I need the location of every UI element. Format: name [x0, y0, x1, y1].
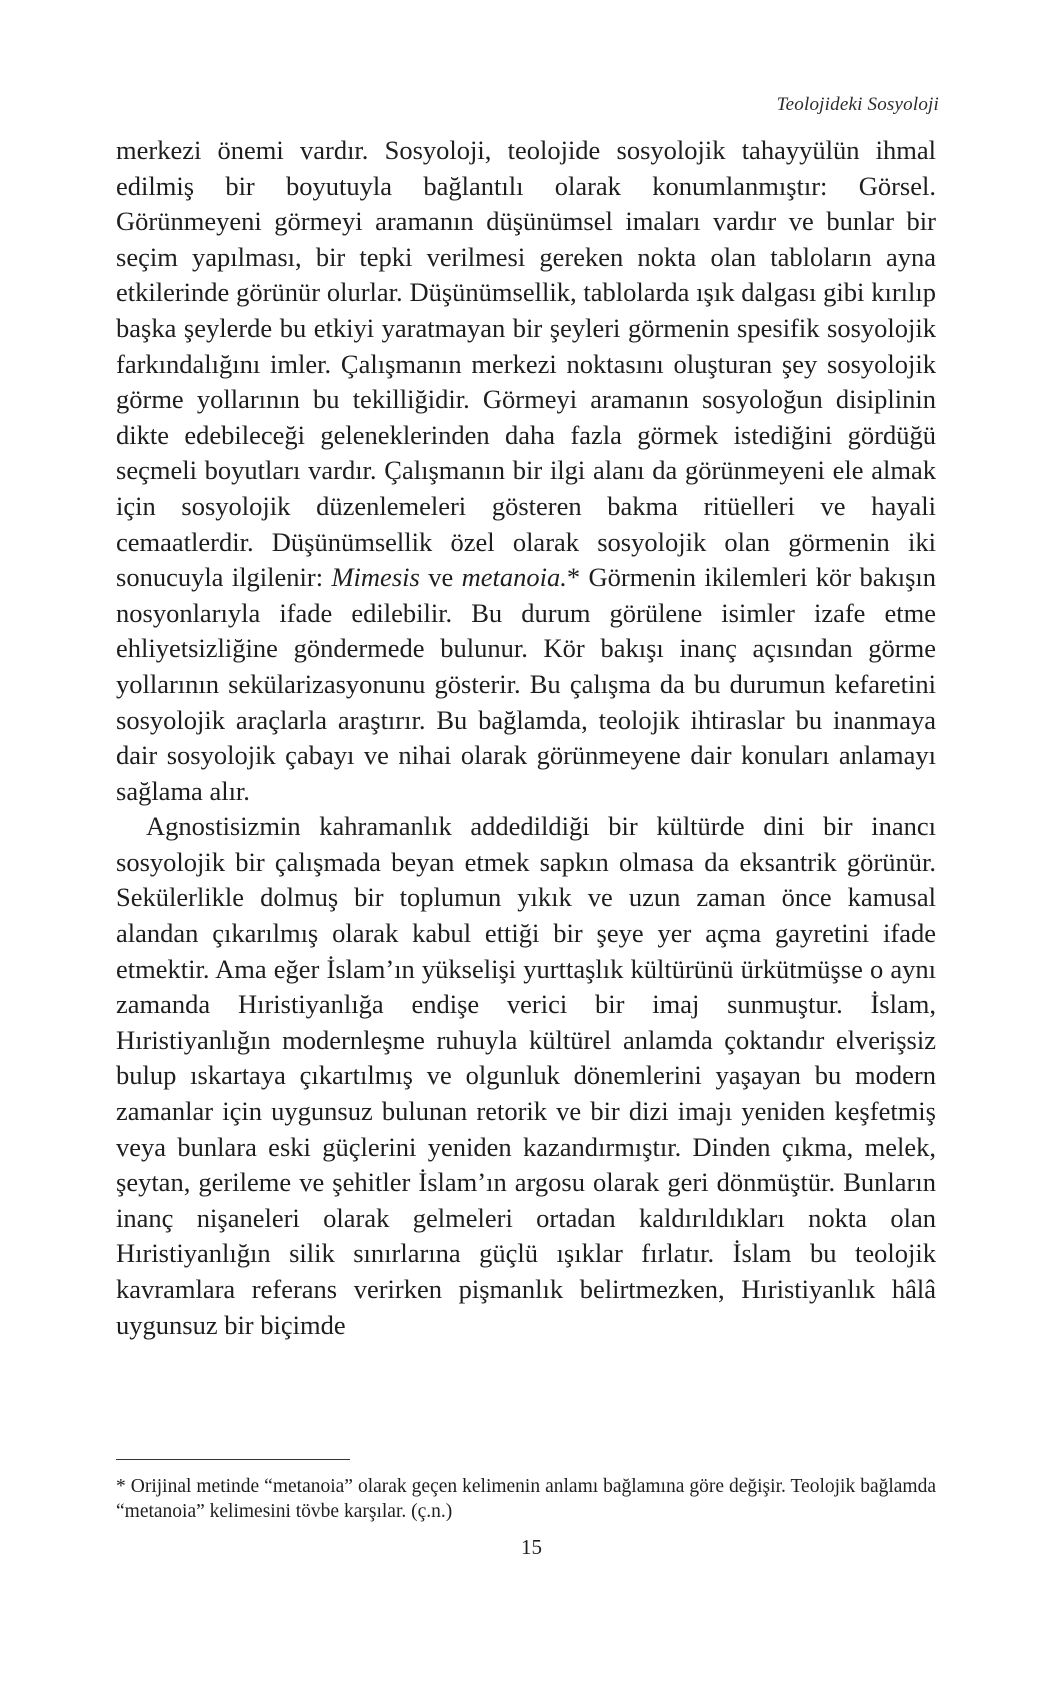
page-number: 15 [521, 1535, 542, 1559]
running-header-title: Teolojideki Sosyoloji [776, 94, 939, 115]
term-mimesis: Mimesis [331, 562, 420, 593]
paragraph-1-text-c: * Görmenin ikilemleri kör bakışın nosyonlarıyla ifade edilebilir. Bu durum görülene isimler izafe etme ehliyetsizliğine göndermede bulunur. Kör bakışı inanç açısından görme yollarının sekülarizasyonunu gösterir. Bu çalışma da bu durumun kefaretini sosyolojik araçlarla araştırır. Bu bağlamda, teolojik ihtiraslar bu inanmaya dair sosyolojik çabayı ve nihai olarak görünmeyene dair konuları anlamayı sağlama alır. [116, 562, 936, 806]
footnote [116, 1474, 936, 1524]
body-paragraph-2: Agnostisizmin kahramanlık addedildiği bir kültürde dini bir inancı sosyolojik bir çalışmada beyan etmek sapkın olmasa da eksantrik görünür. Sekülerlikle dolmuş bir toplumun yıkık ve uzun zaman önce kamusal alandan çıkarılmış olarak kabul ettiği bir şeye yer açma gayretini ifade etmektir. Ama eğer İslam’ın yükselişi yurttaşlık kültürünü ürkütmüşse o aynı zamanda Hıristiyanlığa endişe verici bir imaj sunmuştur. İslam, Hıristiyanlığın modernleşme ruhuyla kültürel anlamda çoktandır elverişsiz bulup ıskartaya çıkartılmış ve olgunluk dönemlerini yaşayan bu modern zamanlar için uygunsuz bulunan retorik ve bir dizi imajı yeniden keşfetmiş veya bunlara eski güçlerini yeniden kazandırmıştır. Dinden çıkma, melek, şeytan, gerileme ve şehitler İslam’ın argosu olarak geri dönmüştür. Bunların inanç nişaneleri olarak gelmeleri ortadan kaldırıldıkları nokta olan Hıristiyanlığın silik sınırlarına güçlü ışıklar fırlatır. İslam bu teolojik kavramlara referans verirken pişmanlık belirtmezken, Hıristiyanlık hâlâ uygunsuz bir biçimde [116, 811, 936, 1340]
body-paragraph-1 [116, 133, 936, 809]
paragraph-1-text-a: merkezi önemi vardır. Sosyoloji, teolojide sosyolojik tahayyülün ihmal edilmiş bir boyutuyla bağlantılı olarak konumlanmıştır: Görsel. Görünmeyeni görmeyi aramanın düşünümsel imaları vardır ve bunlar bir seçim yapılması, bir tepki verilmesi gereken nokta olan tabloların ayna etkilerinde görünür olurlar. Düşünümsellik, tablolarda ışık dalgası gibi kırılıp başka şeylerde bu etkiyi yaratmayan bir şeyleri görmenin spesifik sosyolojik farkındalığını imler. Çalışmanın merkezi noktasını oluşturan şey sosyolojik görme yollarının bu tekilliğidir. Görmeyi aramanın sosyoloğun disiplinin dikte edebileceği geleneklerinden daha fazla görmek istediğini gördüğü seçmeli boyutları vardır. Çalışmanın bir ilgi alanı da görünmeyeni ele almak için sosyolojik düzenlemeleri gösteren bakma ritüelleri ve hayali cemaatlerdir. Düşünümsellik özel olarak sosyolojik olan görmenin iki sonucuyla ilgilenir: [116, 135, 936, 593]
term-metanoia: metanoia. [461, 562, 567, 593]
paragraph-1-text-b: ve [419, 562, 462, 593]
footnote-separator [116, 1459, 350, 1460]
footnote-text: * Orijinal metinde “metanoia” olarak geçen kelimenin anlamı bağlamına göre değişir. Teolojik bağlamda “metanoia” kelimesini tövbe karşılar. (ç.n.) [116, 1476, 936, 1522]
main-text-body [116, 133, 936, 1343]
